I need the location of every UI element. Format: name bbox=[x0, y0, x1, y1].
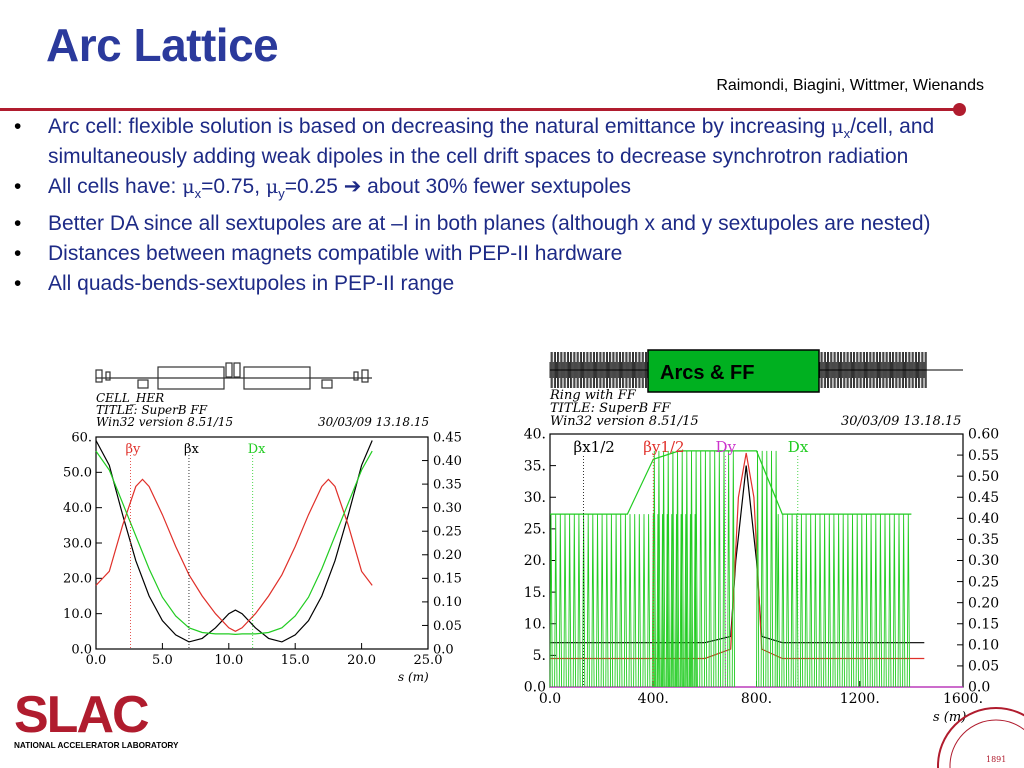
dispersion-spike bbox=[782, 514, 784, 687]
y-right-tick-label: 0.15 bbox=[968, 616, 1000, 633]
dispersion-spike bbox=[828, 514, 830, 687]
dispersion-spike bbox=[578, 514, 580, 687]
x-tick-label: 0.0 bbox=[85, 653, 107, 668]
x-tick-label: 1200. bbox=[839, 691, 880, 707]
y-right-tick-label: 0.25 bbox=[433, 524, 462, 540]
plot-frame bbox=[96, 437, 428, 649]
y-right-tick-label: 0.35 bbox=[433, 477, 462, 493]
x-tick-label: 5.0 bbox=[152, 653, 173, 668]
dispersion-spike bbox=[569, 514, 571, 687]
y-left-tick-label: 35. bbox=[523, 458, 546, 475]
slac-logo bbox=[12, 686, 192, 752]
bullet-item: • All quads-bends-sextupoles in PEP-II range bbox=[14, 272, 455, 296]
chart-header-line: TITLE: SuperB FF bbox=[96, 403, 208, 417]
dispersion-spike bbox=[889, 514, 891, 687]
dispersion-spike bbox=[732, 451, 734, 687]
y-right-tick-label: 0.35 bbox=[968, 532, 1000, 549]
y-right-tick-label: 0.10 bbox=[968, 637, 1000, 654]
dispersion-spike bbox=[624, 514, 626, 687]
legend-label: βx1/2 bbox=[573, 438, 615, 456]
y-right-tick-label: 0.20 bbox=[968, 595, 1000, 612]
dispersion-spike bbox=[601, 514, 603, 687]
dispersion-spike bbox=[643, 514, 645, 687]
dispersion-spike bbox=[898, 514, 900, 687]
y-right-tick-label: 0.60 bbox=[968, 426, 1000, 443]
y-right-tick-label: 0.45 bbox=[968, 489, 1000, 506]
dispersion-spike bbox=[564, 514, 566, 687]
dispersion-spike bbox=[573, 514, 575, 687]
series-line-Dx bbox=[550, 451, 911, 514]
university-seal bbox=[930, 700, 1024, 768]
arc-cell-optics-chart bbox=[60, 355, 480, 690]
chart-timestamp: 30/03/09 13.18.15 bbox=[318, 415, 430, 429]
dispersion-spike bbox=[810, 514, 812, 687]
dispersion-spike bbox=[610, 514, 612, 687]
x-axis-label: s (m) bbox=[933, 710, 967, 725]
legend-label: Dx bbox=[787, 438, 809, 456]
y-left-tick-label: 10. bbox=[523, 616, 546, 633]
y-left-tick-label: 25. bbox=[523, 521, 546, 538]
slac-logo-subtitle: NATIONAL ACCELERATOR LABORATORY bbox=[14, 741, 179, 750]
bullet-item: • Better DA since all sextupoles are at –I in both planes (although x and y sextupoles are nested) bbox=[14, 212, 931, 236]
y-right-tick-label: 0.0 bbox=[968, 679, 991, 696]
dispersion-spike bbox=[838, 514, 840, 687]
y-left-tick-label: 50.0 bbox=[63, 465, 92, 481]
x-tick-label: 0.0 bbox=[538, 691, 562, 707]
bullet-item: • All cells have: $\mu_x=0.75$, $\mu_y=0.25$ ➔ about 30% fewer sextupoles bbox=[14, 175, 631, 202]
legend-label: Dx bbox=[247, 442, 266, 457]
dispersion-spike bbox=[606, 514, 608, 687]
y-left-tick-label: 20. bbox=[523, 553, 546, 570]
dispersion-spike bbox=[870, 514, 872, 687]
slide-title: Arc Lattice bbox=[46, 19, 279, 71]
dispersion-spike bbox=[559, 514, 561, 687]
dispersion-spike bbox=[907, 514, 909, 687]
title-rule bbox=[0, 108, 958, 111]
y-left-tick-label: 60. bbox=[71, 430, 92, 446]
dispersion-spike bbox=[786, 514, 788, 687]
chart-header-line: TITLE: SuperB FF bbox=[550, 401, 671, 416]
y-right-tick-label: 0.05 bbox=[433, 618, 462, 634]
authors: Raimondi, Biagini, Wittmer, Wienands bbox=[716, 77, 984, 94]
dispersion-spike bbox=[728, 451, 730, 687]
y-left-tick-label: 0.0 bbox=[71, 642, 92, 658]
y-right-tick-label: 0.25 bbox=[968, 574, 1000, 591]
y-right-tick-label: 0.20 bbox=[433, 548, 462, 564]
y-right-tick-label: 0.45 bbox=[433, 430, 462, 446]
y-right-tick-label: 0.40 bbox=[968, 511, 1000, 527]
dispersion-spike bbox=[620, 514, 622, 687]
dispersion-spike bbox=[814, 514, 816, 687]
bullet-dot: • bbox=[14, 272, 22, 296]
dispersion-spike bbox=[592, 514, 594, 687]
series-line-βy bbox=[96, 479, 372, 631]
dispersion-spike bbox=[856, 514, 858, 687]
dispersion-spike bbox=[587, 514, 589, 687]
dispersion-spike bbox=[700, 451, 702, 687]
x-tick-label: 400. bbox=[637, 691, 669, 707]
dispersion-spike bbox=[819, 514, 821, 687]
chart-header-line: Win32 version 8.51/15 bbox=[550, 414, 699, 429]
seal-year: 1891 bbox=[986, 755, 1007, 764]
y-left-tick-label: 40. bbox=[523, 426, 546, 443]
dispersion-spike bbox=[718, 451, 720, 687]
bullet-item: • Distances between magnets compatible with PEP-II hardware bbox=[14, 242, 623, 266]
legend-label: βx bbox=[183, 442, 199, 457]
y-left-tick-label: 30. bbox=[523, 489, 546, 506]
x-tick-label: 25.0 bbox=[413, 653, 443, 668]
y-left-tick-label: 10.0 bbox=[63, 607, 92, 622]
dispersion-spike bbox=[842, 514, 844, 687]
dispersion-spike bbox=[615, 514, 617, 687]
chart-timestamp: 30/03/09 13.18.15 bbox=[841, 414, 962, 429]
y-right-tick-label: 0.30 bbox=[433, 501, 462, 516]
dispersion-spike bbox=[852, 514, 854, 687]
bullet-list bbox=[14, 115, 1009, 302]
magnet-layout-strip bbox=[96, 363, 372, 389]
x-tick-label: 800. bbox=[740, 691, 773, 707]
y-right-tick-label: 0.15 bbox=[433, 571, 462, 587]
dispersion-spike bbox=[800, 514, 802, 687]
bullet-item: • Arc cell: flexible solution is based on decreasing the natural emittance by increasing $\mu_x$/cell, and simultaneously adding weak dipoles in the cell drift spaces to decrease synchrotron radiation bbox=[14, 115, 935, 169]
slac-logo-wordmark: SLAC bbox=[14, 686, 148, 744]
y-left-tick-label: 5. bbox=[532, 648, 546, 665]
dispersion-spike bbox=[824, 514, 826, 687]
x-tick-label: 15.0 bbox=[280, 653, 310, 668]
chart-header-line: Ring with FF bbox=[550, 388, 636, 403]
dispersion-spike bbox=[893, 514, 895, 687]
x-axis-label: s (m) bbox=[398, 670, 429, 684]
x-tick-label: 1600. bbox=[942, 691, 984, 707]
y-left-tick-label: 40.0 bbox=[63, 501, 92, 516]
y-right-tick-label: 0.30 bbox=[968, 553, 1000, 570]
dispersion-spike bbox=[777, 514, 779, 687]
y-right-tick-label: 0.50 bbox=[968, 468, 1000, 485]
bullet-dot: • bbox=[14, 242, 22, 266]
bullet-dot: • bbox=[14, 212, 22, 236]
y-right-tick-label: 0.0 bbox=[433, 642, 454, 658]
dispersion-spike bbox=[634, 514, 636, 687]
y-right-tick-label: 0.55 bbox=[968, 447, 1000, 464]
chart-header-line: CELL_HER bbox=[96, 391, 165, 405]
dispersion-spike bbox=[833, 514, 835, 687]
dispersion-spike bbox=[903, 514, 905, 687]
dispersion-spike bbox=[648, 514, 650, 687]
bullet-dot: • bbox=[14, 175, 22, 199]
dispersion-spike bbox=[865, 514, 867, 687]
dispersion-spike bbox=[709, 451, 711, 687]
series-line-Dx bbox=[96, 451, 372, 634]
y-left-tick-label: 15. bbox=[523, 584, 546, 601]
dispersion-spike bbox=[714, 451, 716, 687]
dispersion-spike bbox=[861, 514, 863, 687]
chart-header-line: Win32 version 8.51/15 bbox=[96, 415, 234, 429]
dispersion-spike bbox=[638, 514, 640, 687]
x-tick-label: 20.0 bbox=[347, 653, 377, 668]
dispersion-spike bbox=[761, 451, 763, 687]
dispersion-spike bbox=[847, 514, 849, 687]
dispersion-spike bbox=[875, 514, 877, 687]
arcs-ff-badge: Arcs & FF bbox=[660, 362, 755, 384]
y-left-tick-label: 20.0 bbox=[63, 571, 92, 587]
dispersion-spike bbox=[791, 514, 793, 687]
y-right-tick-label: 0.10 bbox=[433, 595, 462, 611]
dispersion-spike bbox=[555, 514, 557, 687]
dispersion-spike bbox=[879, 514, 881, 687]
y-left-tick-label: 30.0 bbox=[63, 536, 92, 552]
dispersion-spike bbox=[629, 514, 631, 687]
dispersion-spike bbox=[884, 514, 886, 687]
legend-label: Dy bbox=[715, 438, 737, 456]
legend-label: βy bbox=[125, 442, 141, 457]
ring-ff-optics-chart bbox=[505, 348, 1024, 728]
bullet-dot: • bbox=[14, 115, 22, 138]
y-left-tick-label: 0.0 bbox=[523, 679, 546, 696]
dispersion-spike bbox=[704, 451, 706, 687]
x-tick-label: 10.0 bbox=[214, 653, 244, 668]
dispersion-spike bbox=[805, 514, 807, 687]
y-right-tick-label: 0.40 bbox=[433, 453, 462, 469]
legend-label: βy1/2 bbox=[643, 438, 685, 456]
dispersion-spike bbox=[597, 514, 599, 687]
y-right-tick-label: 0.05 bbox=[968, 658, 1000, 675]
